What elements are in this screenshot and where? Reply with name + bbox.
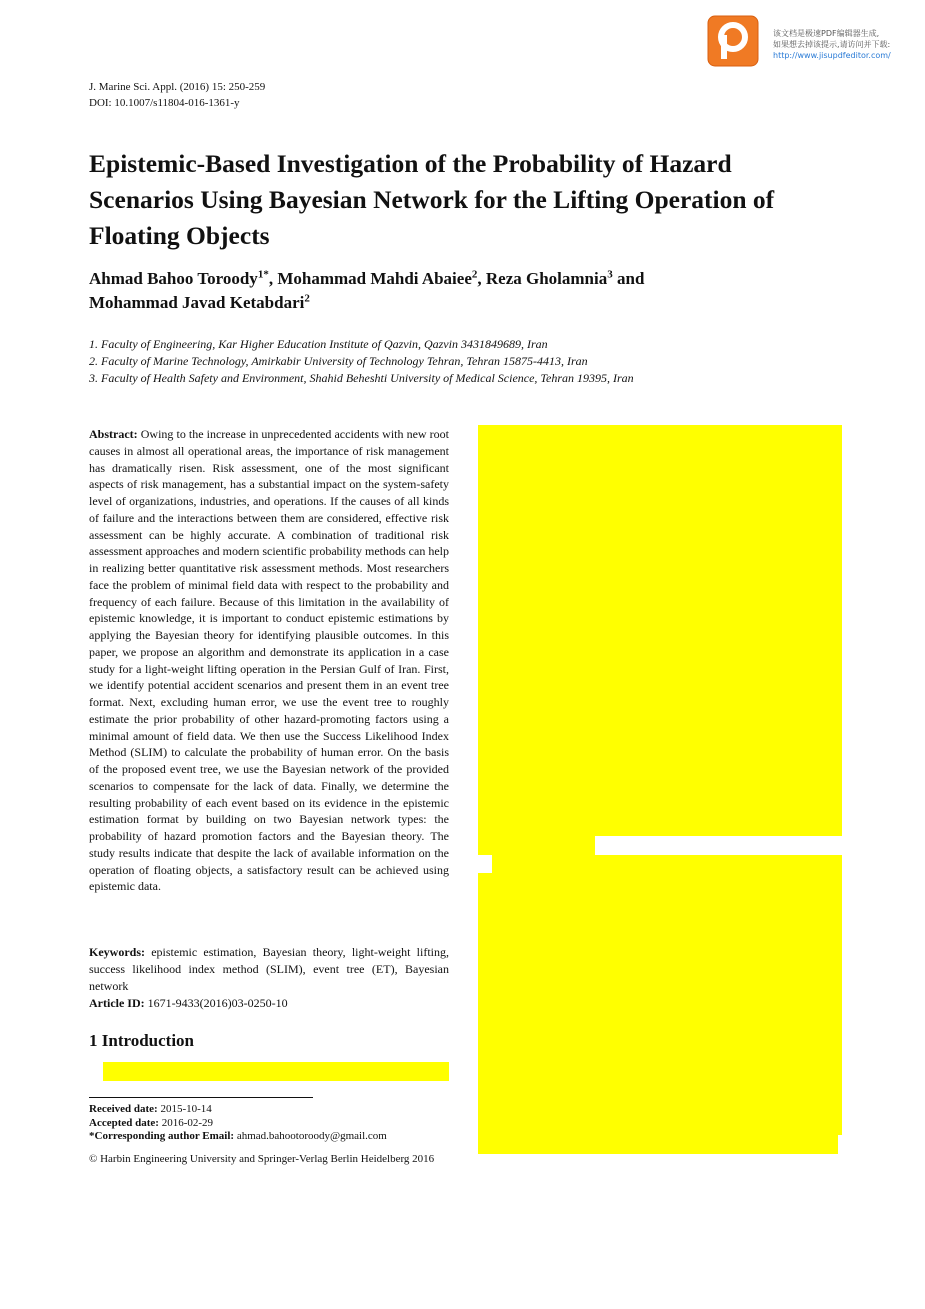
redaction-block bbox=[103, 1062, 449, 1081]
keywords-text: epistemic estimation, Bayesian theory, light-weight lifting, success likelihood index method (SLIM), event tree (ET), Bayesian network bbox=[89, 945, 449, 993]
article-id-label: Article ID: bbox=[89, 996, 145, 1010]
corresponding-label: *Corresponding author Email: bbox=[89, 1130, 235, 1142]
author-separator: , bbox=[477, 269, 486, 288]
redaction-block bbox=[478, 873, 492, 1135]
received-value: 2015-10-14 bbox=[160, 1103, 212, 1115]
abstract-text: Owing to the increase in unprecedented accidents with new root causes in almost all operational areas, the importance of risk management has dramatically risen. Risk assessment, one of the most significant aspects of risk management, has a substantial impact on the system-safety level of organizations, industries, and operations. If the causes of all kinds of failure and the interactions between them are considered, effective risk assessment can be highly accurate. A combination of traditional risk assessment approaches and modern scientific probability methods can help in realizing better quantitative risk assessment methods. Most researchers face the problem of minimal field data with respect to the probability and frequency of each failure. Because of this limitation in the availability of epistemic knowledge, it is important to conduct epistemic estimations by applying the Bayesian theory for identifying plausible outcomes. In this paper, we propose an algorithm and demonstrate its application in a case study for a light-weight lifting operation in the Persian Gulf of Iran. First, we identify potential accident scenarios and present them in an event tree format. Next, excluding human error, we use the event tree to roughly estimate the prior probability of other hazard-promoting factors using a minimal amount of field data. We then use the Success Likelihood Index Method (SLIM) to calculate the probability of human error. On the basis of the proposed event tree, we use the Bayesian network of the provided scenarios to compensate for the lack of data. Finally, we determine the resulting probability of each event based on its evidence in the epistemic estimation format by building on two Bayesian network types: the probability of hazard promotion factors and the Bayesian theory. The study results indicate that despite the lack of available information on the operation of floating objects, a satisfactory result can be achieved using epistemic data. bbox=[89, 427, 449, 894]
watermark-line-1: 该文档是极速PDF编辑器生成, bbox=[773, 29, 880, 38]
keywords bbox=[89, 944, 449, 994]
author-affiliation-mark: 2 bbox=[304, 292, 310, 305]
journal-citation: J. Marine Sci. Appl. (2016) 15: 250-259 bbox=[89, 81, 266, 93]
affiliation-item: 1. Faculty of Engineering, Kar Higher Education Institute of Qazvin, Qazvin 3431849689, Iran bbox=[89, 337, 548, 351]
affiliation-item: 2. Faculty of Marine Technology, Amirkabir University of Technology Tehran, Tehran 15875-4413, Iran bbox=[89, 354, 588, 368]
author-name: Ahmad Bahoo Toroody bbox=[89, 269, 258, 288]
watermark-text bbox=[773, 28, 891, 61]
author-separator: and bbox=[612, 269, 645, 288]
author-name: Mohammad Javad Ketabdari bbox=[89, 293, 305, 312]
pdf-editor-logo-icon bbox=[707, 15, 759, 67]
article-id bbox=[89, 995, 288, 1011]
affiliations bbox=[89, 336, 809, 387]
author-affiliation-mark: 3 bbox=[607, 268, 613, 281]
affiliation-item: 3. Faculty of Health Safety and Environment, Shahid Beheshti University of Medical Science, Tehran 19395, Iran bbox=[89, 371, 634, 385]
redaction-block bbox=[478, 836, 595, 855]
keywords-label: Keywords: bbox=[89, 945, 145, 959]
accepted-value: 2016-02-29 bbox=[161, 1116, 214, 1129]
redaction-block bbox=[478, 1135, 838, 1154]
author-name: Mohammad Mahdi Abaiee bbox=[277, 269, 472, 288]
footnotes bbox=[89, 1103, 387, 1144]
author-name: Reza Gholamnia bbox=[485, 269, 608, 288]
received-label: Received date: bbox=[89, 1103, 158, 1115]
author-affiliation-mark: 1* bbox=[257, 268, 269, 281]
redaction-block bbox=[492, 855, 842, 1135]
copyright: © Harbin Engineering University and Springer-Verlag Berlin Heidelberg 2016 bbox=[89, 1153, 435, 1165]
redaction-block bbox=[478, 425, 842, 836]
received-date bbox=[89, 1103, 387, 1117]
abstract-label: Abstract: bbox=[89, 427, 138, 441]
pdf-editor-logo-svg bbox=[707, 15, 759, 67]
journal-info bbox=[89, 79, 265, 111]
accepted-label: Accepted date: bbox=[89, 1116, 159, 1129]
abstract bbox=[89, 426, 449, 895]
watermark-link[interactable]: http://www.jisupdfeditor.com/ bbox=[773, 51, 891, 60]
author-list bbox=[89, 267, 809, 315]
watermark-line-2: 如果想去掉该提示,请访问并下载: bbox=[773, 40, 891, 49]
section-heading-introduction: 1 Introduction bbox=[89, 1031, 195, 1050]
article-id-value: 1671-9433(2016)03-0250-10 bbox=[147, 996, 288, 1010]
corresponding-email[interactable]: ahmad.bahootoroody@gmail.com bbox=[236, 1130, 387, 1142]
accepted-date bbox=[89, 1117, 387, 1131]
author-separator: , bbox=[268, 269, 278, 288]
author-affiliation-mark: 2 bbox=[471, 268, 478, 281]
footnote-divider bbox=[89, 1097, 313, 1098]
doi: DOI: 10.1007/s11804-016-1361-y bbox=[89, 97, 240, 109]
corresponding-author bbox=[89, 1130, 387, 1144]
paper-title: Epistemic-Based Investigation of the Probability of Hazard Scenarios Using Bayesian Network for the Lifting Operation of Floating Objects bbox=[89, 149, 775, 250]
